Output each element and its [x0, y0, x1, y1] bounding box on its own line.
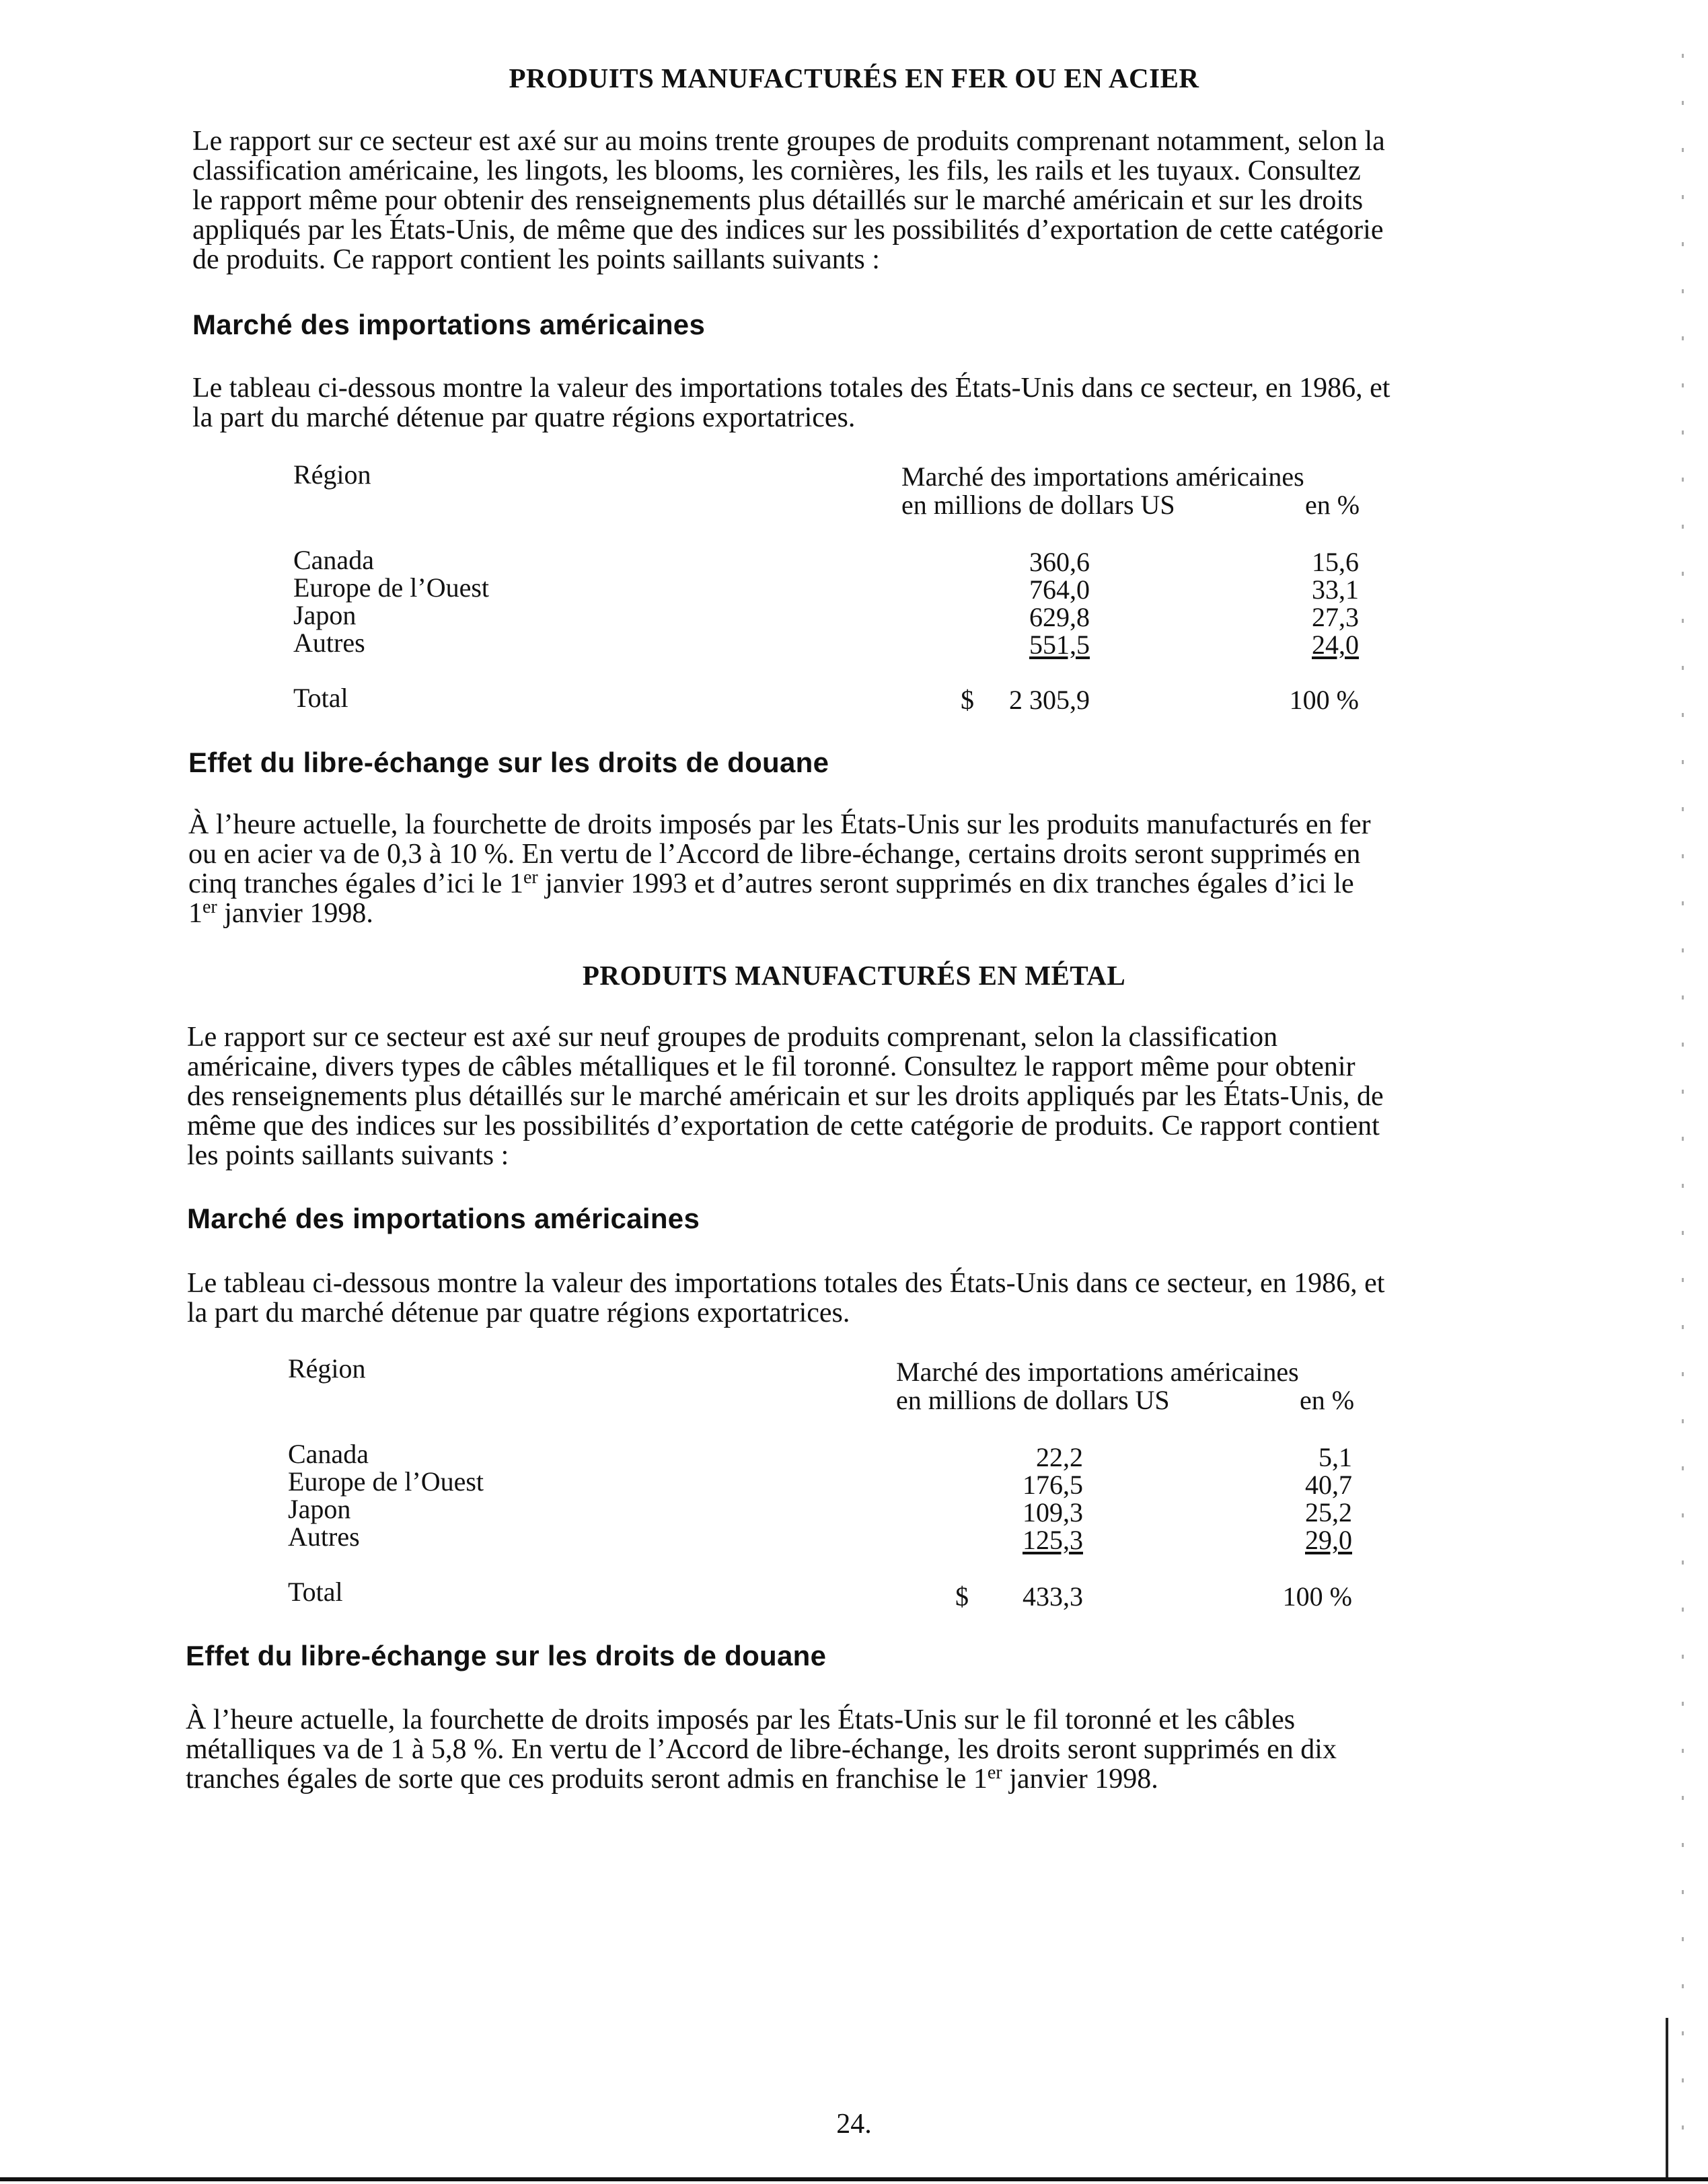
line-text: tranches égales de sorte que ces produits seront admis en franchise le 1	[186, 1764, 988, 1795]
paragraph-line: des renseignements plus détaillés sur le marché américain et sur les droits appliqués par les États-Unis, de	[187, 1081, 1384, 1112]
col-header-millions: en millions de dollars US	[901, 490, 1175, 520]
row-region: Autres	[293, 628, 365, 658]
paragraph-line	[188, 899, 1371, 928]
underlined-percent: 29,0	[1305, 1525, 1352, 1555]
row-region: Japon	[288, 1494, 351, 1524]
scan-edge-marks	[1682, 54, 1684, 2139]
paragraph-line: américaine, divers types de câbles métalliques et le fil toronné. Consultez le rapport même pour obtenir	[187, 1051, 1356, 1082]
row-region: Europe de l’Ouest	[293, 572, 490, 603]
paragraph-line: métalliques va de 1 à 5,8 %. En vertu de l’Accord de libre-échange, les droits seront supprimés en dix	[186, 1734, 1337, 1765]
row-percent: 25,2	[1305, 1497, 1352, 1528]
paragraph-line: le rapport même pour obtenir des renseignements plus détaillés sur le marché américain et sur les droits	[192, 185, 1364, 216]
table-intro-paragraph	[192, 373, 1390, 432]
section-title: PRODUITS MANUFACTURÉS EN FER OU EN ACIER	[509, 63, 1199, 93]
total-percent: 100 %	[1289, 685, 1359, 715]
ordinal-suffix: er	[523, 867, 538, 888]
row-value: 764,0	[1029, 574, 1090, 605]
underlined-value: 551,5	[1029, 630, 1090, 660]
scan-side-rule	[1666, 2018, 1668, 2179]
effect-heading: Effet du libre-échange sur les droits de douane	[188, 747, 829, 778]
row-percent: 27,3	[1312, 602, 1359, 632]
paragraph-line: la part du marché détenue par quatre régions exportatrices.	[187, 1297, 850, 1328]
underlined-value: 125,3	[1023, 1525, 1083, 1555]
paragraph-line: appliqués par les États-Unis, de même que des indices sur les possibilités d’exportation de cette catégorie	[192, 215, 1384, 246]
page-number: 24.	[836, 2109, 872, 2140]
row-region: Japon	[293, 600, 357, 630]
effect-heading: Effet du libre-échange sur les droits de douane	[186, 1640, 827, 1671]
paragraph-line: les points saillants suivants :	[187, 1140, 509, 1171]
paragraph-line: Le rapport sur ce secteur est axé sur au moins trente groupes de produits comprenant notamment, selon la	[192, 126, 1385, 157]
ordinal-suffix: er	[987, 1762, 1002, 1783]
paragraph-line: À l’heure actuelle, la fourchette de droits imposés par les États-Unis sur les produits manufacturés en fer	[188, 809, 1371, 840]
paragraph-line: même que des indices sur les possibilités d’exportation de cette catégorie de produits. Ce rapport contient	[187, 1110, 1380, 1141]
row-region: Europe de l’Ouest	[288, 1466, 484, 1497]
total-value: 433,3	[1023, 1581, 1083, 1612]
scan-bottom-rule	[0, 2177, 1708, 2181]
paragraph-line	[188, 869, 1371, 899]
effect-paragraph	[186, 1705, 1337, 1794]
row-percent: 5,1	[1319, 1442, 1352, 1472]
row-value	[989, 1526, 1083, 1554]
total-percent: 100 %	[1282, 1581, 1352, 1612]
underlined-percent: 24,0	[1312, 630, 1359, 660]
market-heading: Marché des importations américaines	[192, 309, 706, 340]
row-percent: 15,6	[1312, 547, 1359, 577]
paragraph-line: la part du marché détenue par quatre régions exportatrices.	[192, 402, 856, 433]
col-header-market: Marché des importations américaines	[896, 1357, 1299, 1387]
section-intro-paragraph	[192, 126, 1385, 274]
row-percent: 40,7	[1305, 1470, 1352, 1500]
col-header-millions: en millions de dollars US	[896, 1385, 1170, 1415]
total-value: 2 305,9	[1009, 685, 1090, 715]
ordinal-suffix: er	[202, 897, 217, 917]
row-value	[996, 631, 1090, 659]
row-value: 629,8	[1029, 602, 1090, 632]
row-value: 109,3	[1023, 1497, 1083, 1528]
table-intro-paragraph	[187, 1269, 1384, 1328]
paragraph-line: Le tableau ci-dessous montre la valeur des importations totales des États-Unis dans ce secteur, en 1986, et	[192, 373, 1390, 404]
paragraph-line	[186, 1764, 1337, 1794]
line-text: 1	[188, 898, 202, 929]
line-text: janvier 1998.	[217, 898, 373, 929]
effect-paragraph	[188, 810, 1371, 928]
market-heading: Marché des importations américaines	[187, 1203, 700, 1234]
row-region: Autres	[288, 1521, 360, 1552]
row-value: 360,6	[1029, 547, 1090, 577]
col-header-market: Marché des importations américaines	[901, 461, 1304, 492]
row-value: 22,2	[1036, 1442, 1083, 1472]
row-region: Canada	[293, 545, 374, 575]
col-header-percent: en %	[1305, 490, 1360, 520]
row-percent: 33,1	[1312, 574, 1359, 605]
total-label: Total	[293, 683, 348, 713]
line-text: cinq tranches égales d’ici le 1	[188, 868, 523, 899]
col-header-region: Région	[288, 1353, 366, 1384]
total-currency: $	[955, 1581, 969, 1612]
row-value: 176,5	[1023, 1470, 1083, 1500]
col-header-region: Région	[293, 459, 371, 490]
total-label: Total	[288, 1577, 343, 1607]
paragraph-line: ou en acier va de 0,3 à 10 %. En vertu de l’Accord de libre-échange, certains droits seront supprimés en	[188, 839, 1361, 870]
paragraph-line: À l’heure actuelle, la fourchette de droits imposés par les États-Unis sur le fil toronné et les câbles	[186, 1704, 1296, 1735]
section-intro-paragraph	[187, 1022, 1384, 1170]
paragraph-line: Le rapport sur ce secteur est axé sur neuf groupes de produits comprenant, selon la classification	[187, 1022, 1278, 1053]
row-region: Canada	[288, 1439, 369, 1469]
row-percent	[1265, 631, 1359, 659]
total-currency: $	[961, 685, 974, 715]
line-text: janvier 1993 et d’autres seront supprimés en dix tranches égales d’ici le	[537, 868, 1354, 899]
section-title: PRODUITS MANUFACTURÉS EN MÉTAL	[582, 960, 1126, 991]
row-percent	[1258, 1526, 1352, 1554]
col-header-percent: en %	[1300, 1385, 1355, 1415]
line-text: janvier 1998.	[1002, 1764, 1158, 1795]
paragraph-line: de produits. Ce rapport contient les points saillants suivants :	[192, 244, 880, 275]
paragraph-line: classification américaine, les lingots, les blooms, les cornières, les fils, les rails et les tuyaux. Consultez	[192, 155, 1361, 186]
paragraph-line: Le tableau ci-dessous montre la valeur des importations totales des États-Unis dans ce secteur, en 1986, et	[187, 1268, 1385, 1299]
